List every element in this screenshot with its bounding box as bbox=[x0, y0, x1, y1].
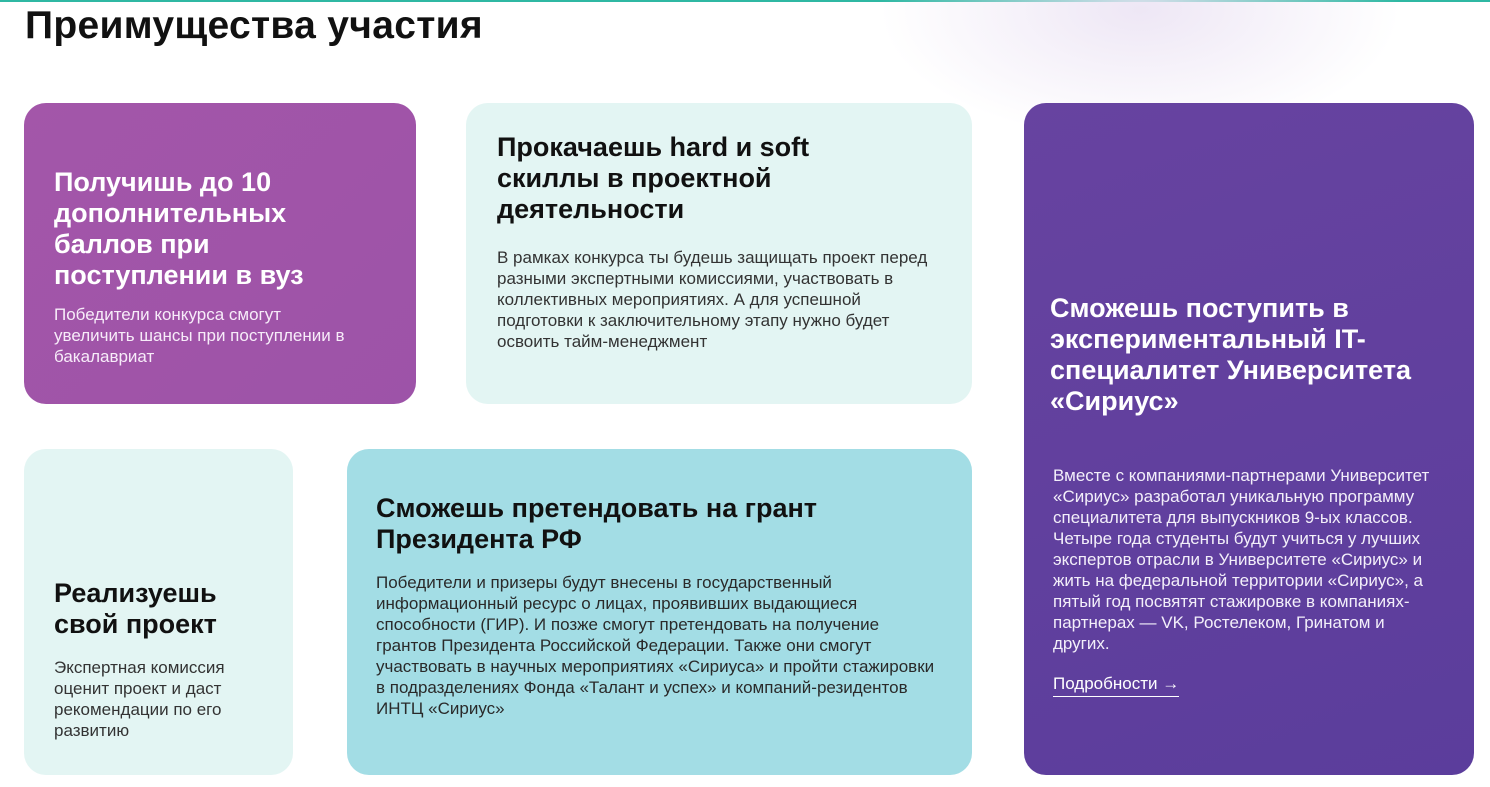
card-text: Победители конкурса смогут увеличить шансы при поступлении в бакалавриат bbox=[54, 305, 345, 366]
benefit-card-skills bbox=[466, 103, 972, 404]
card-text: В рамках конкурса ты будешь защищать проект перед разными экспертными комиссиями, участвовать в коллективных мероприятиях. А для успешной подготовки к заключительному этапу нужно будет освоить тайм-менеджмент bbox=[497, 248, 928, 351]
card-title: Сможешь поступить в экспериментальный IT-специалитет Университета «Сириус» bbox=[1050, 293, 1412, 416]
benefit-card-points bbox=[24, 103, 416, 404]
page-title: Преимущества участия bbox=[25, 4, 483, 47]
card-title: Получишь до 10 дополнительных баллов при поступлении в вуз bbox=[54, 167, 304, 290]
card-text: Победители и призеры будут внесены в государственный информационный ресурс о лицах, проявивших выдающиеся способности (ГИР). И позже смогут претендовать на получение грантов Президента Российской Федерации. Также они смогут участвовать в научных мероприятиях «Сириуса» и пройти стажировки в подразделениях Фонда «Талант и успех» и компаний-резидентов ИНТЦ «Сириус» bbox=[376, 573, 935, 718]
card-title: Реализуешь свой проект bbox=[54, 578, 217, 639]
card-text: Экспертная комиссия оценит проект и даст рекомендации по его развитию bbox=[54, 658, 225, 740]
card-text: Вместе с компаниями-партнерами Университет «Сириус» разработал уникальную программу специалитета для выпускников 9-ых классов. Четыре года студенты будут учиться у лучших экспертов отрасли в Университете «Сириус» и жить на федеральной территории «Сириус», а пятый год посвятят стажировке в компаниях-партнерах — VK, Ростелеком, Гринатом и других. bbox=[1053, 466, 1430, 653]
benefit-card-grant bbox=[347, 449, 972, 775]
card-title: Прокачаешь hard и soft скиллы в проектной деятельности bbox=[497, 132, 810, 224]
benefit-card-specialty bbox=[1024, 103, 1474, 775]
benefit-card-project bbox=[24, 449, 293, 775]
card-title: Сможешь претендовать на грант Президента РФ bbox=[376, 493, 817, 554]
more-details-link[interactable]: Подробности → bbox=[1053, 674, 1179, 697]
